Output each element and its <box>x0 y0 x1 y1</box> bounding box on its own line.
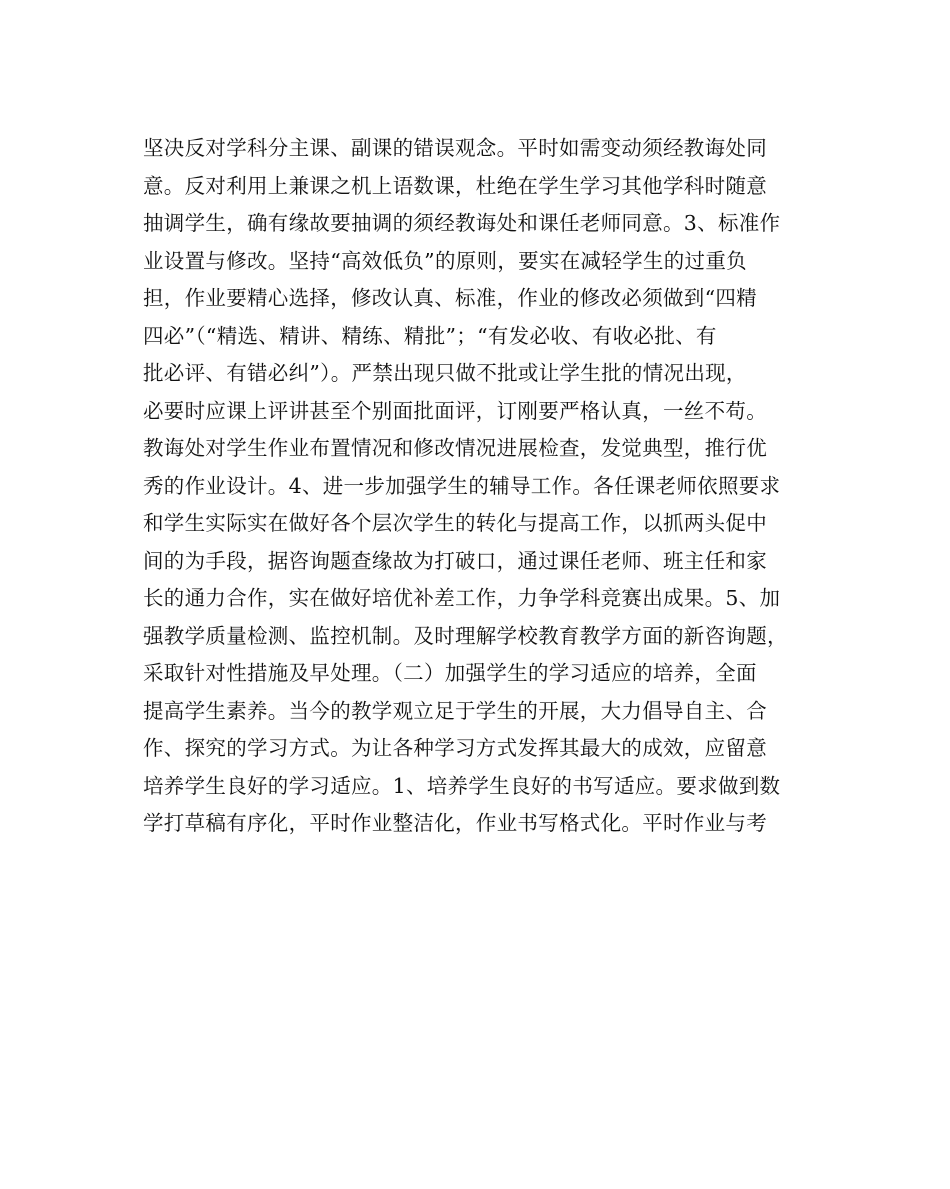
text-line: 强教学质量检测、监控机制。及时理解学校教育教学方面的新咨询题， <box>143 623 788 648</box>
text-line: 秀的作业设计。4、进一步加强学生的辅导工作。各任课老师依照要求 <box>143 473 781 498</box>
text-line: 提高学生素养。当今的教学观立足于学生的开展，大力倡导自主、合 <box>143 698 767 723</box>
text-line: 担，作业要精心选择，修改认真、标准，作业的修改必须做到“四精 <box>143 286 757 310</box>
text-line: 和学生实际实在做好各个层次学生的转化与提高工作，以抓两头促中 <box>143 511 767 535</box>
text-line: 作、探究的学习方式。为让各种学习方式发挥其最大的成效，应留意 <box>143 736 767 760</box>
text-line: 抽调学生，确有缘故要抽调的须经教诲处和课任老师同意。3、标准作 <box>143 211 781 235</box>
text-line: 必要时应课上评讲甚至个别面批面评，订刚要严格认真，一丝不苟。 <box>143 398 767 423</box>
text-line: 采取针对性措施及早处理。（二）加强学生的学习适应的培养，全面 <box>143 661 757 685</box>
text-line: 学打草稿有序化，平时作业整洁化，作业书写格式化。平时作业与考 <box>143 811 767 835</box>
text-line: 长的通力合作，实在做好培优补差工作，力争学科竞赛出成果。5、加 <box>143 586 781 610</box>
body-text <box>143 130 823 843</box>
text-line: 批必评、有错必纠”）。严禁出现只做不批或让学生批的情况出现， <box>143 361 747 385</box>
text-line: 业设置与修改。坚持“高效低负”的原则，要实在减轻学生的过重负 <box>143 248 747 273</box>
text-line: 坚决反对学科分主课、副课的错误观念。平时如需变动须经教诲处同 <box>143 136 767 160</box>
text-line: 培养学生良好的学习适应。1、培养学生良好的书写适应。要求做到数 <box>143 773 781 798</box>
text-line: 间的为手段，据咨询题查缘故为打破口，通过课任老师、班主任和家 <box>143 548 767 573</box>
text-line: 意。反对利用上兼课之机上语数课，杜绝在学生学习其他学科时随意 <box>143 173 767 198</box>
text-line: 教诲处对学生作业布置情况和修改情况进展检查，发觉典型，推行优 <box>143 436 767 460</box>
text-line: 四必”（“精选、精讲、精练、精批”；“有发必收、有收必批、有 <box>143 323 717 348</box>
